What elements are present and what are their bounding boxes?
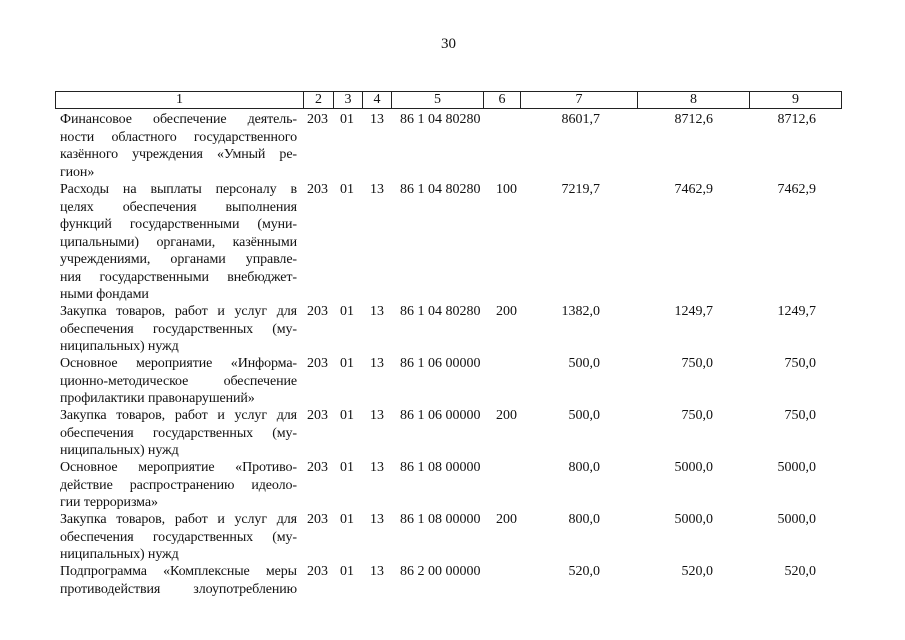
cell-grbs: 203 [307,304,328,319]
cell-amount-col9: 8712,6 [777,112,816,127]
row-name-line: Закупка товаров, работ и услуг для [60,512,297,527]
cell-amount-col9: 5000,0 [777,512,816,527]
row-name-line: учреждениями, органами управле- [60,252,297,267]
cell-subsection: 13 [370,408,384,423]
row-name-line: ния государственными внебюджет- [60,269,297,285]
row-name-line: целях обеспечения выполнения [60,199,297,215]
cell-grbs: 203 [307,408,328,423]
row-name-line: Подпрограмма «Комплексные меры [60,564,297,579]
cell-amount-col9: 750,0 [784,408,816,423]
cell-section: 01 [340,182,354,197]
cell-amount-col8: 8712,6 [674,112,713,127]
cell-amount-col7: 800,0 [568,512,600,527]
row-name-line: профилактики правонарушений» [60,391,255,406]
page-number: 30 [441,36,456,52]
row-name [60,355,297,408]
row-name [60,303,297,356]
cell-amount-col8: 1249,7 [674,304,713,319]
row-name-line: Расходы на выплаты персоналу в [60,182,297,197]
row-name-line: Финансовое обеспечение деятель- [60,112,297,127]
row-name-line: ности областного государственного [60,129,297,145]
cell-section: 01 [340,460,354,475]
row-name-line: Основное мероприятие «Противо- [60,460,297,475]
cell-grbs: 203 [307,356,328,371]
cell-section: 01 [340,304,354,319]
cell-amount-col8: 5000,0 [674,460,713,475]
row-name-line: обеспечения государственных (му- [60,321,297,337]
header-col-9: 9 [792,92,799,107]
row-name-line: гии терроризма» [60,495,158,510]
cell-amount-col8: 5000,0 [674,512,713,527]
cell-expense-type: 200 [496,408,517,423]
cell-target-article: 86 1 06 00000 [400,356,481,371]
row-name-line: ниципальных) нужд [60,443,179,458]
header-col-4: 4 [363,92,392,108]
row-name-line: ниципальных) нужд [60,339,179,354]
row-name-line: обеспечения государственных (му- [60,425,297,441]
row-name [60,511,297,564]
row-name [60,181,297,304]
row-name-line: Основное мероприятие «Информа- [60,356,297,371]
row-name-line: ципальными) органами, казёнными [60,234,297,250]
header-col-2: 2 [304,92,334,108]
cell-amount-col8: 750,0 [681,356,713,371]
row-name-line: действие распространению идеоло- [60,477,297,493]
cell-amount-col7: 8601,7 [561,112,600,127]
cell-section: 01 [340,112,354,127]
header-col-6: 6 [484,92,521,108]
row-name-line: ниципальных) нужд [60,547,179,562]
cell-subsection: 13 [370,512,384,527]
cell-target-article: 86 1 04 80280 [400,112,481,127]
cell-amount-col7: 1382,0 [561,304,600,319]
cell-grbs: 203 [307,112,328,127]
cell-target-article: 86 2 00 00000 [400,564,481,579]
row-name-line: Закупка товаров, работ и услуг для [60,408,297,423]
header-col-1: 1 [56,92,304,108]
cell-subsection: 13 [370,112,384,127]
cell-grbs: 203 [307,182,328,197]
row-name [60,459,297,512]
row-name-line: Закупка товаров, работ и услуг для [60,304,297,319]
cell-target-article: 86 1 04 80280 [400,304,481,319]
cell-subsection: 13 [370,182,384,197]
cell-grbs: 203 [307,564,328,579]
cell-target-article: 86 1 04 80280 [400,182,481,197]
cell-amount-col7: 520,0 [568,564,600,579]
row-name-line: гион» [60,164,95,180]
header-col-3: 3 [334,92,363,108]
cell-subsection: 13 [370,564,384,579]
row-name-line: обеспечения государственных (му- [60,529,297,545]
cell-amount-col9: 7462,9 [777,182,816,197]
cell-section: 01 [340,512,354,527]
cell-amount-col7: 500,0 [568,408,600,423]
cell-section: 01 [340,564,354,579]
row-name [60,111,297,181]
cell-amount-col7: 7219,7 [561,182,600,197]
header-col-8: 8 [638,92,750,108]
cell-grbs: 203 [307,512,328,527]
cell-expense-type: 100 [496,182,517,197]
cell-target-article: 86 1 08 00000 [400,512,481,527]
cell-amount-col9: 520,0 [784,564,816,579]
cell-expense-type: 200 [496,512,517,527]
cell-section: 01 [340,356,354,371]
row-name-line: функций государственными (муни- [60,217,297,232]
cell-amount-col7: 800,0 [568,460,600,475]
row-name-line: ционно-методическое обеспечение [60,373,297,389]
cell-grbs: 203 [307,460,328,475]
header-col-7: 7 [521,92,638,108]
header-col-5: 5 [392,92,484,108]
cell-amount-col9: 5000,0 [777,460,816,475]
cell-amount-col8: 520,0 [681,564,713,579]
row-name-line: ными фондами [60,287,149,302]
cell-subsection: 13 [370,356,384,371]
row-name-line: казённого учреждения «Умный ре- [60,147,297,162]
cell-target-article: 86 1 08 00000 [400,460,481,475]
cell-amount-col9: 1249,7 [777,304,816,319]
row-name [60,407,297,460]
cell-target-article: 86 1 06 00000 [400,408,481,423]
cell-amount-col8: 750,0 [681,408,713,423]
cell-subsection: 13 [370,460,384,475]
table-header [55,91,842,109]
cell-amount-col7: 500,0 [568,356,600,371]
cell-expense-type: 200 [496,304,517,319]
cell-section: 01 [340,408,354,423]
row-name [60,563,297,598]
row-name-line: противодействия злоупотреблению [60,581,297,597]
cell-subsection: 13 [370,304,384,319]
cell-amount-col8: 7462,9 [674,182,713,197]
cell-amount-col9: 750,0 [784,356,816,371]
